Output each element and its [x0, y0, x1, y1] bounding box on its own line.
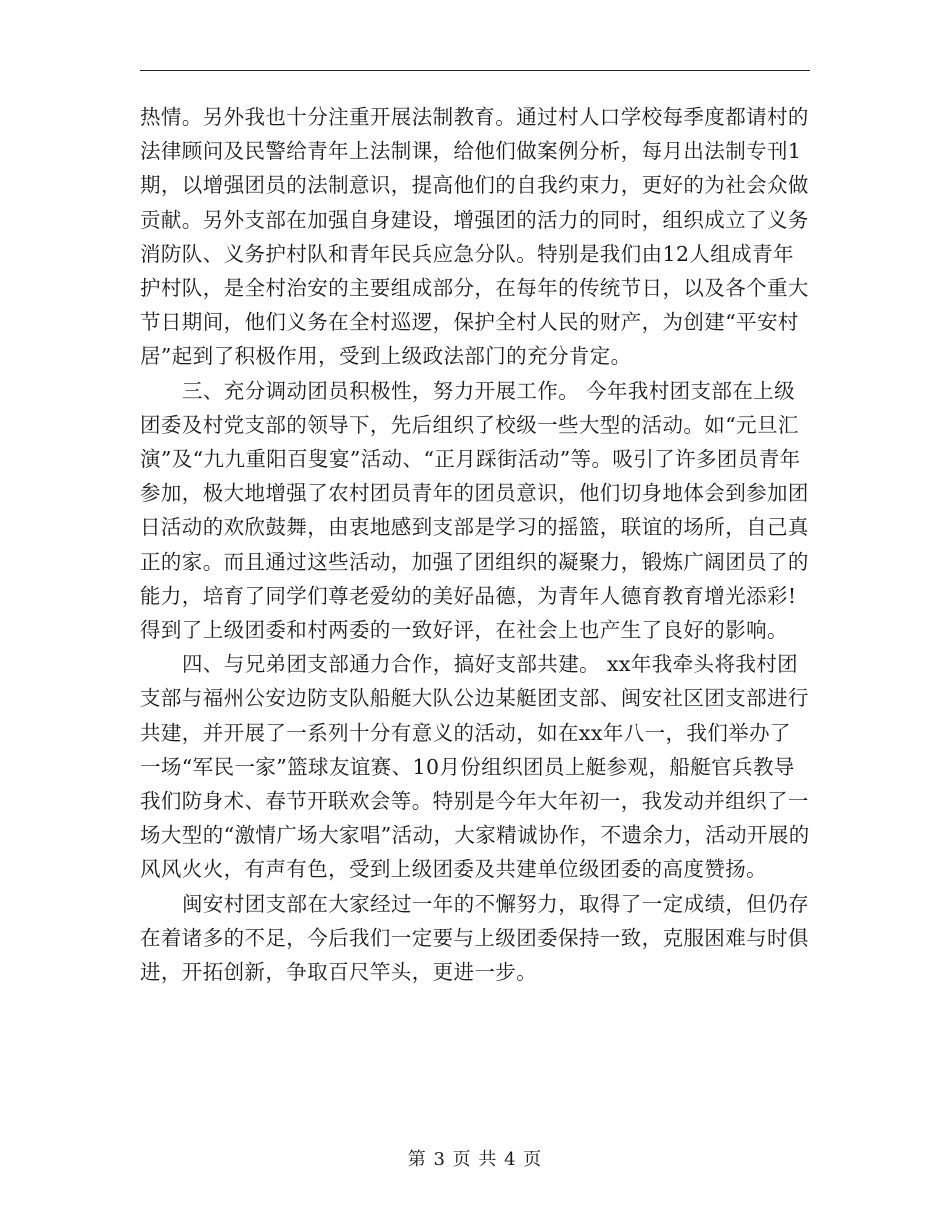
paragraph-3: 四、与兄弟团支部通力合作，搞好支部共建。 xx年我牵头将我村团支部与福州公安边防支队船艇大队公边某艇团支部、闽安社区团支部进行共建，并开展了一系列十分有意义的活动，如在xx年八一，我们举办了一场“军民一家”篮球友谊赛、10月份组织团员上艇参观，船艇官兵教导我们防身术、春节开联欢会等。特别是今年大年初一，我发动并组织了一场大型的“激情广场大家唱”活动，大家精诚协作，不遗余力，活动开展的风风火火，有声有色，受到上级团委及共建单位级团委的高度赞扬。: [140, 652, 810, 882]
page-number-footer: 第 3 页 共 4 页: [407, 1149, 543, 1170]
paragraph-4: 闽安村团支部在大家经过一年的不懈努力，取得了一定成绩，但仍存在着诸多的不足，今后我们一定要与上级团委保持一致，克服困难与时俱进，开拓创新，争取百尺竿头，更进一步。: [140, 891, 809, 985]
paragraph-2: 三、充分调动团员积极性，努力开展工作。 今年我村团支部在上级团委及村党支部的领导下，先后组织了校级一些大型的活动。如“元旦汇演”及“九九重阳百叟宴”活动、“正月踩街活动”等。吸引了许多团员青年参加，极大地增强了农村团员青年的团员意识，他们切身地体会到参加团日活动的欢欣鼓舞，由衷地感到支部是学习的摇篮，联谊的场所，自己真正的家。而且通过这些活动，加强了团组织的凝聚力，锻炼广阔团员了的能力，培育了同学们尊老爱幼的美好品德，为青年人德育教育增光添彩!得到了上级团委和村两委的一致好评，在社会上也产生了良好的影响。: [140, 378, 809, 643]
header-rule: [140, 70, 810, 71]
paragraph-1: 热情。另外我也十分注重开展法制教育。通过村人口学校每季度都请村的法律顾问及民警给青年上法制课，给他们做案例分析，每月出法制专刊1期，以增强团员的法制意识，提高他们的自我约束力，更好的为社会众做贡献。另外支部在加强自身建设，增强团的活力的同时，组织成立了义务消防队、义务护村队和青年民兵应急分队。特别是我们由12人组成青年护村队，是全村治安的主要组成部分，在每年的传统节日，以及各个重大节日期间，他们义务在全村巡逻，保护全村人民的财产，为创建“平安村居”起到了积极作用，受到上级政法部门的充分肯定。: [140, 105, 809, 369]
document-body: [140, 100, 810, 989]
